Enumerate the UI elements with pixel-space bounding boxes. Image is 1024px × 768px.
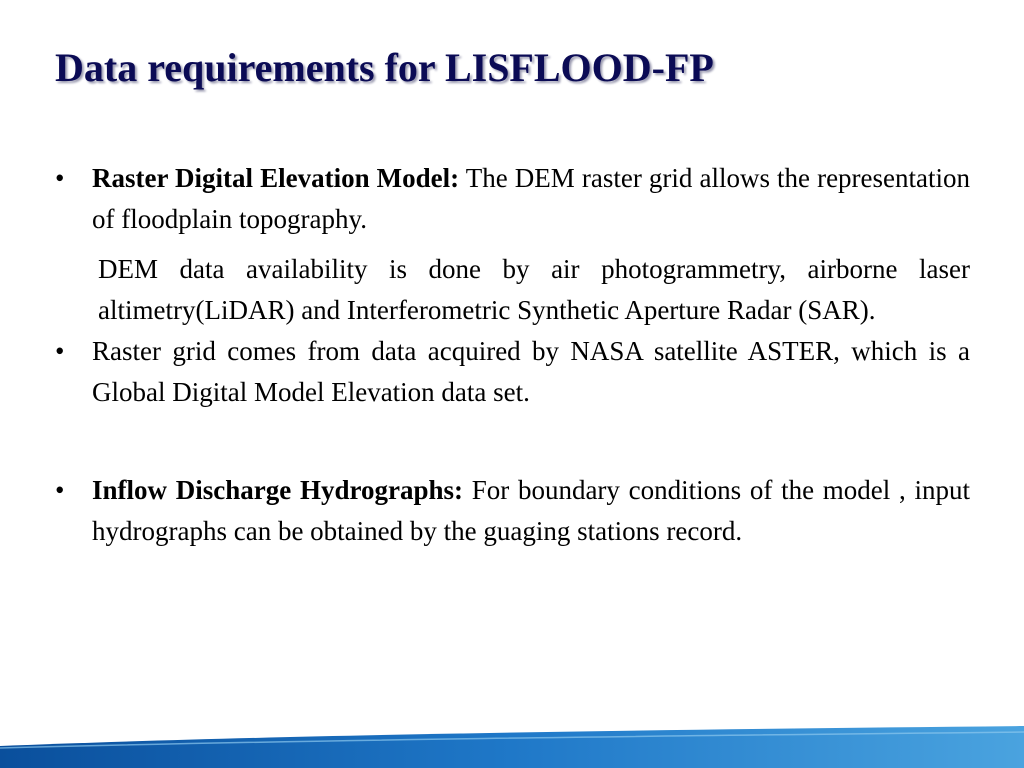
- slide-title: Data requirements for LISFLOOD-FP: [55, 45, 714, 90]
- bullet-raster-grid: [55, 331, 970, 413]
- bullet-text: For boundary conditions of the model , input hydrographs can be obtained by the guaging stations record.: [92, 475, 970, 546]
- bullet-text: Raster grid comes from data acquired by NASA satellite ASTER, which is a Global Digital Model Elevation data set.: [92, 336, 970, 407]
- bullet-inflow-hydrographs: [55, 470, 970, 552]
- footer-wave-band: [0, 718, 1024, 768]
- bullet-heading: Inflow Discharge Hydrographs:: [92, 475, 463, 505]
- bullet-marker: •: [55, 163, 65, 193]
- slide-content: [55, 158, 970, 552]
- bullet-dem: [55, 158, 970, 240]
- bullet-marker: •: [55, 336, 65, 366]
- bullet-text: The DEM raster grid allows the representation of floodplain topography.: [92, 163, 971, 234]
- bullet-heading: Raster Digital Elevation Model:: [92, 163, 460, 193]
- bullet-marker: •: [55, 475, 65, 505]
- dem-availability-paragraph: DEM data availability is done by air photogrammetry, airborne laser altimetry(LiDAR) and Interferometric Synthetic Aperture Radar (SAR).: [98, 254, 970, 325]
